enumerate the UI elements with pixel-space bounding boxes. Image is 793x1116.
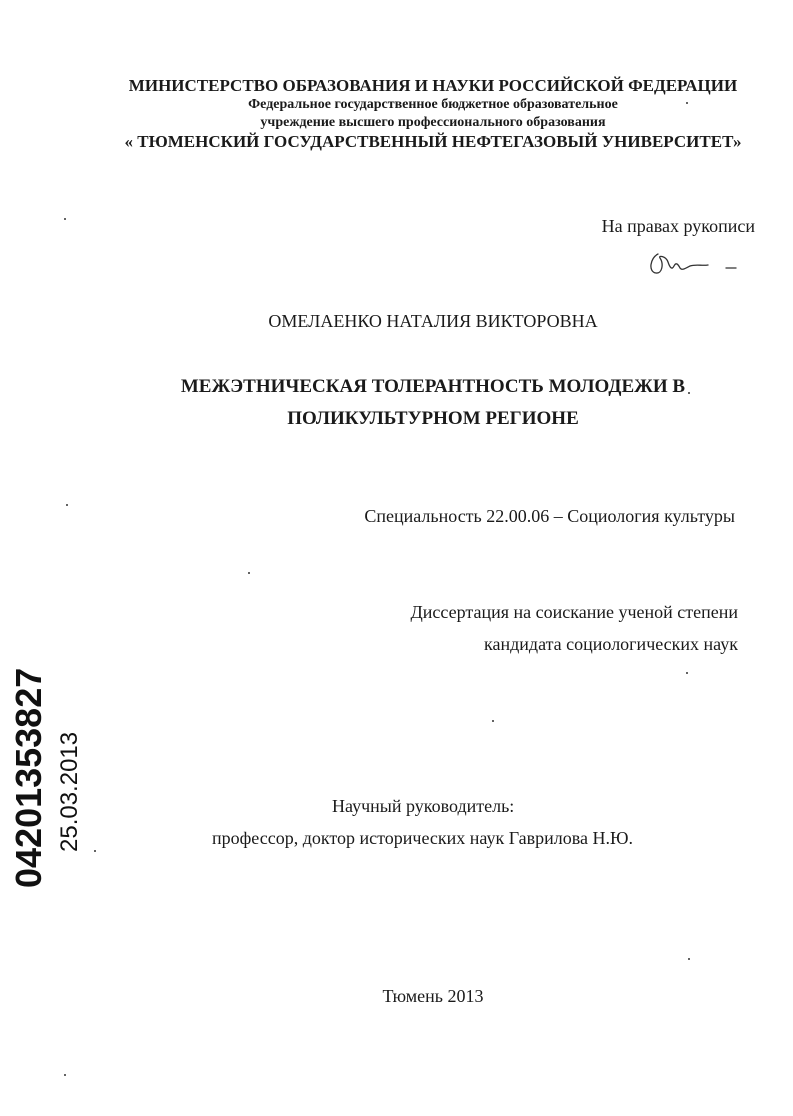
- scan-speck: [64, 1074, 66, 1076]
- scan-speck: [492, 720, 494, 722]
- university-name: « ТЮМЕНСКИЙ ГОСУДАРСТВЕННЫЙ НЕФТЕГАЗОВЫЙ УНИВЕРСИТЕТ»: [124, 132, 742, 151]
- degree-line1: Диссертация на соискание ученой степени: [410, 602, 738, 622]
- supervisor-label: Научный руководитель:: [332, 796, 515, 816]
- scan-speck: [688, 392, 690, 394]
- dissertation-title-line2: ПОЛИКУЛЬТУРНОМ РЕГИОНЕ: [287, 408, 579, 429]
- scan-speck: [66, 504, 68, 506]
- manuscript-rights-note: На правах рукописи: [601, 216, 755, 236]
- author-name: ОМЕЛАЕНКО НАТАЛИЯ ВИКТОРОВНА: [268, 311, 598, 331]
- handwritten-signature: [646, 244, 738, 280]
- degree-line2: кандидата социологических наук: [484, 634, 738, 654]
- dissertation-title-line1: МЕЖЭТНИЧЕСКАЯ ТОЛЕРАНТНОСТЬ МОЛОДЕЖИ В: [180, 376, 686, 397]
- scan-speck: [94, 850, 96, 852]
- institution-type-line2: учреждение высшего профессионального образования: [260, 115, 606, 130]
- supervisor-name: профессор, доктор исторических наук Гаврилова Н.Ю.: [212, 828, 634, 848]
- scan-speck: [686, 672, 688, 674]
- scan-speck: [64, 218, 66, 220]
- city-year: Тюмень 2013: [382, 986, 484, 1006]
- scan-speck: [686, 102, 688, 104]
- specialty-line: Специальность 22.00.06 – Социология культуры: [364, 506, 735, 526]
- institution-type-line1: Федеральное государственное бюджетное образовательное: [248, 97, 618, 112]
- ministry-heading: МИНИСТЕРСТВО ОБРАЗОВАНИЯ И НАУКИ РОССИЙСКОЙ ФЕДЕРАЦИИ: [128, 76, 738, 95]
- scan-speck: [248, 572, 250, 574]
- archive-stamp-number: 04201353827: [8, 667, 49, 888]
- scan-speck: [688, 958, 690, 960]
- archive-stamp-date: 25.03.2013: [56, 731, 83, 852]
